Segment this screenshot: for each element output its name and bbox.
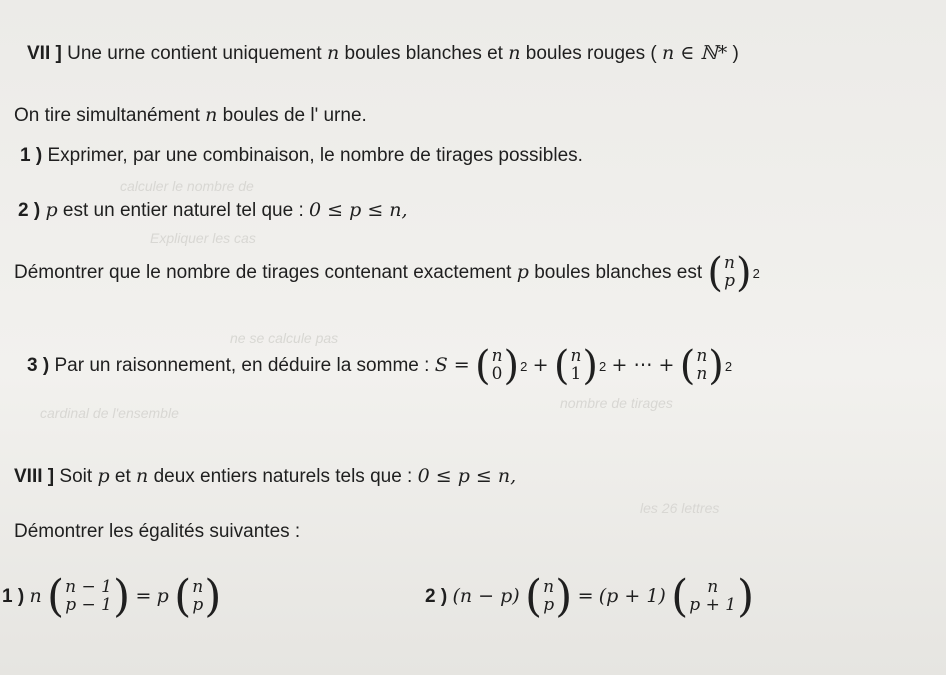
ex8-equality-2: 2 ) (n − p) ( n p ) = (p + 1) ( n p + 1 ): [425, 571, 755, 622]
set-n-star: n ∈ ℕ*: [662, 42, 728, 64]
binom-n-p-plus-1: ( n p + 1 ): [671, 571, 755, 622]
bleed-text: cardinal de l'ensemble: [40, 405, 179, 421]
bleed-text: calculer le nombre de: [120, 178, 254, 194]
binom-n-1-p-1: ( n − 1 p − 1 ): [47, 571, 131, 622]
ex7-question-1: 1 ) Exprimer, par une combinaison, le nombre de tirages possibles.: [20, 145, 583, 166]
bleed-text: les 26 lettres: [640, 500, 720, 516]
ex7-question-3: 3 ) Par un raisonnement, en déduire la somme : S = ( n 0 ) 2 + ( n 1 ) 2 + ⋯ + ( n n ) 2: [27, 343, 733, 389]
bleed-text: nombre de tirages: [560, 395, 673, 411]
binom-n-0-squared: ( n 0 ) 2: [474, 343, 528, 389]
ex8-label: VIII ]: [14, 466, 55, 487]
ex8-instruction: Démontrer les égalités suivantes :: [14, 521, 301, 542]
binom-n-1-squared: ( n 1 ) 2: [553, 343, 607, 389]
ex7-label: VII ]: [27, 43, 62, 64]
bleed-text: Expliquer les cas: [150, 230, 256, 246]
binom-n-n-squared: ( n n ) 2: [679, 343, 733, 389]
ex8-intro: VIII ] Soit p et n deux entiers naturels tels que : 0 ≤ p ≤ n,: [14, 465, 517, 487]
binom-n-p: ( n p ): [174, 571, 222, 622]
ex7-question-2: 2 ) p est un entier naturel tel que : 0 ≤ p ≤ n,: [18, 199, 408, 221]
ex7-draw: On tire simultanément n boules de l' urne.: [14, 104, 367, 126]
ex8-equality-1: 1 ) n ( n − 1 p − 1 ) = p ( n p ): [2, 571, 222, 622]
binom-n-p-squared: ( n p ) 2: [707, 250, 760, 296]
ex7-question-2b: Démontrer que le nombre de tirages contenant exactement p boules blanches est ( n p ) 2: [14, 250, 760, 296]
ex7-intro: VII ] Une urne contient uniquement n boules blanches et n boules rouges ( n ∈ ℕ* ): [27, 42, 739, 64]
bleed-text: ne se calcule pas: [230, 330, 339, 346]
binom-n-p-2: ( n p ): [524, 571, 573, 622]
